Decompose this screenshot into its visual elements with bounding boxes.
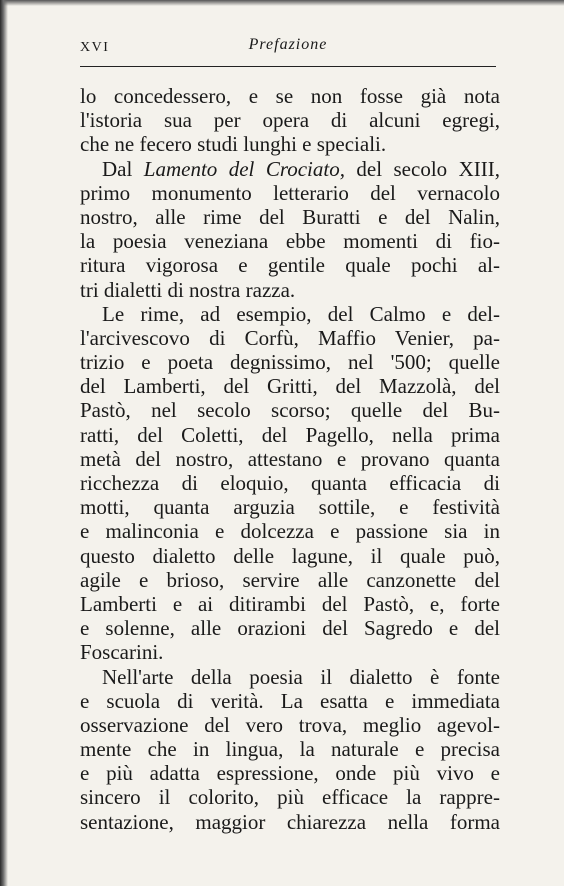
text-line: Nell'arte della poesia il dialetto è fonte (102, 664, 500, 689)
text-line: trizio e poeta degnissimo, nel '500; quelle (80, 350, 500, 375)
text-line: agile e brioso, servire alle canzonette del (80, 567, 500, 592)
text-line: ricchezza di eloquio, quanta efficacia di (80, 471, 500, 495)
italic-work-title: Lamento del Crociato, (143, 156, 345, 181)
text-line: e solenne, alle orazioni del Sagredo e del (80, 616, 500, 641)
page-number: XVI (80, 40, 110, 55)
text-line: ritura vigorosa e gentile quale pochi al- (80, 253, 500, 278)
text-line: e scuola di verità. La esatta e immediata (80, 688, 500, 713)
text-line: lo concedessero, e se non fosse già nota (80, 84, 500, 108)
text-line: primo monumento letterario del vernacolo (80, 180, 500, 205)
text-line: e più adatta espressione, onde più vivo e (80, 761, 500, 786)
text-line-with-title (80, 157, 500, 181)
text-line: motti, quanta arguzia sottile, e festività (80, 495, 500, 520)
text-line: questo dialetto delle lagune, il quale può, (80, 543, 500, 568)
text-line: l'istoria sua per opera di alcuni egregi, (80, 108, 500, 133)
running-title: Prefazione (248, 36, 328, 53)
text-line: Lamberti e ai ditirambi del Pastò, e, forte (80, 591, 500, 616)
text-line: sentazione, maggior chiarezza nella forma (80, 809, 500, 834)
text-line: osservazione del vero trova, meglio agevol- (80, 712, 500, 737)
text-line: nostro, alle rime del Buratti e del Nalin, (80, 204, 500, 229)
text-line: metà del nostro, attestano e provano quanta (80, 446, 500, 471)
page-header (80, 36, 496, 60)
text-line: Foscarini. (80, 640, 164, 665)
text-line: sincero il colorito, più efficace la rappre- (80, 785, 500, 810)
text-line: mente che in lingua, la naturale e precisa (80, 737, 500, 762)
text-span: del secolo XIII, (344, 156, 501, 181)
text-line: del Lamberti, del Gritti, del Mazzolà, del (80, 374, 500, 399)
text-line: la poesia veneziana ebbe momenti di fio- (80, 229, 500, 254)
text-line: l'arcivescovo di Corfù, Maffio Venier, pa- (80, 325, 500, 350)
text-span: Dal (102, 156, 144, 181)
body-text (80, 84, 500, 834)
page-edge-shadow-left (0, 0, 8, 886)
text-line: che ne fecero studi lunghi e speciali. (80, 132, 387, 157)
text-line: ratti, del Coletti, del Pagello, nella prima (80, 422, 500, 447)
header-rule (80, 66, 496, 67)
text-line: Pastò, nel secolo scorso; quelle del Bu- (80, 398, 500, 423)
text-line: tri dialetti di nostra razza. (80, 277, 296, 302)
page-edge-shadow-top (0, 0, 564, 6)
text-line: e malinconia e dolcezza e passione sia in (80, 519, 500, 544)
text-line: Le rime, ad esempio, del Calmo e del- (102, 301, 500, 326)
